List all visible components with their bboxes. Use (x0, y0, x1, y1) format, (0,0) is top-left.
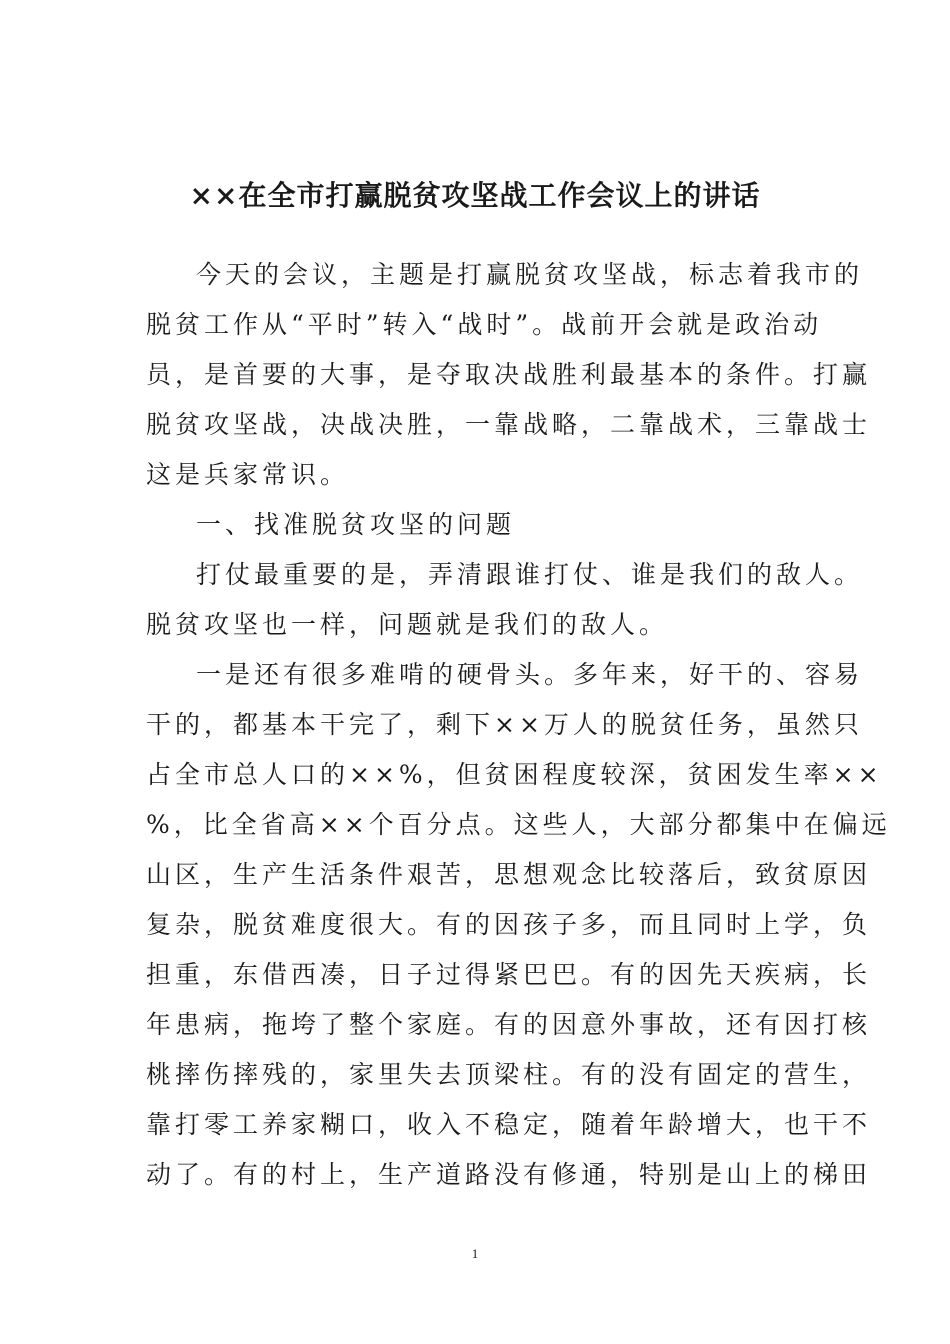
section-heading (146, 500, 806, 550)
text-line: 山区，生产生活条件艰苦，思想观念比较落后，致贫原因 (146, 860, 872, 889)
text-line: 年患病，拖垮了整个家庭。有的因意外事故，还有因打核 (146, 1010, 872, 1039)
text-line: 复杂，脱贫难度很大。有的因孩子多，而且同时上学，负 (146, 910, 872, 939)
text-line: 员，是首要的大事，是夺取决战胜利最基本的条件。打赢 (146, 360, 872, 389)
text-line: 一、找准脱贫攻坚的问题 (196, 510, 516, 539)
text-line: %，比全省高××个百分点。这些人，大部分都集中在偏远 (146, 810, 891, 839)
page-number: 1 (471, 1246, 479, 1261)
paragraph-hard-cases (146, 650, 891, 1200)
text-line: 干的，都基本干完了，剩下××万人的脱贫任务，虽然只 (146, 710, 863, 739)
text-line: 靠打零工养家糊口，收入不稳定，随着年龄增大，也干不 (146, 1110, 872, 1139)
text-line: 一是还有很多难啃的硬骨头。多年来，好干的、容易 (196, 660, 864, 689)
paragraph-opening (146, 250, 872, 500)
text-line: 这是兵家常识。 (146, 460, 350, 489)
text-line: 担重，东借西凑，日子过得紧巴巴。有的因先天疾病，长 (146, 960, 872, 989)
text-line: 脱贫攻坚也一样，问题就是我们的敌人。 (146, 610, 669, 639)
text-line: 脱贫攻坚战，决战决胜，一靠战略，二靠战术，三靠战士 (146, 410, 872, 439)
paragraph-problem-intro (146, 550, 864, 650)
document-title: ××在全市打赢脱贫攻坚战工作会议上的讲话 (189, 179, 761, 212)
text-line: 占全市总人口的××%，但贫困程度较深，贫困发生率×× (146, 760, 883, 789)
document-body (146, 250, 891, 1200)
text-line: 动了。有的村上，生产道路没有修通，特别是山上的梯田 (146, 1160, 872, 1189)
text-line: 桃摔伤摔残的，家里失去顶梁柱。有的没有固定的营生， (146, 1060, 872, 1089)
text-line: 打仗最重要的是，弄清跟谁打仗、谁是我们的敌人。 (196, 560, 864, 589)
text-line: 今天的会议，主题是打赢脱贫攻坚战，标志着我市的 (196, 260, 864, 289)
text-line: 脱贫工作从“平时”转入“战时”。战前开会就是政治动 (146, 310, 823, 339)
